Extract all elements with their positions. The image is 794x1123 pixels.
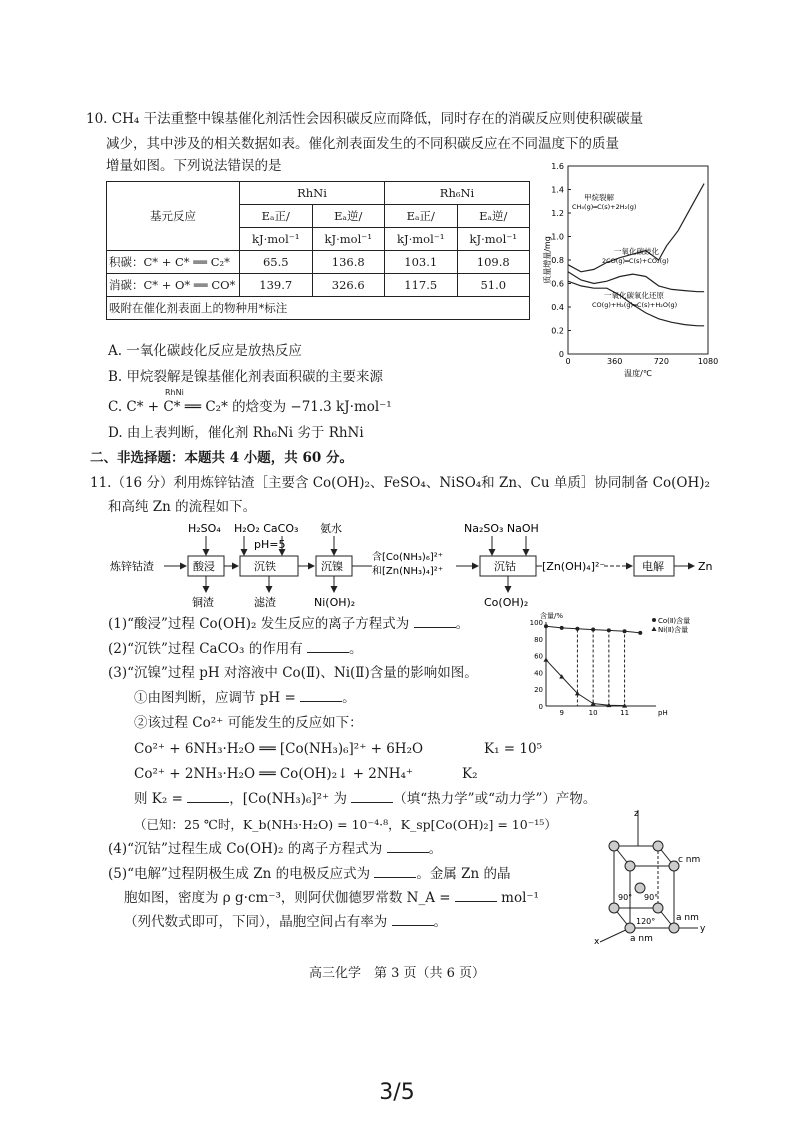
flow-step-iron: 沉铁: [254, 560, 276, 573]
cell: 136.8: [312, 251, 385, 274]
q11-part4-text: (4)“沉钴”过程生成 Co(OH)₂ 的离子方程式为: [108, 841, 383, 857]
answer-blank[interactable]: [374, 865, 416, 878]
mass-gain-chart: [540, 158, 720, 378]
y-tick-label: 40: [534, 669, 543, 678]
flow-intermediate: [Zn(OH)₄]²⁻: [542, 560, 606, 573]
answer-blank[interactable]: [387, 840, 429, 853]
answer-blank[interactable]: [351, 790, 393, 803]
unit-label: kJ·mol⁻¹: [240, 228, 313, 251]
q11-part1: (1)“酸浸”过程 Co(OH)₂ 发生反应的离子方程式为 。: [108, 616, 470, 632]
y-tick-label: 1.0: [551, 232, 564, 242]
q11-part3c-text-a: 则 K₂ =: [134, 791, 183, 807]
process-flowchart: [104, 518, 724, 610]
y-tick-label: 1.4: [551, 185, 564, 195]
flow-waste: 铜渣: [192, 596, 214, 609]
y-tick-label: 20: [534, 686, 543, 695]
flow-reagent: 氨水: [320, 522, 342, 535]
cell: 51.0: [457, 274, 530, 297]
flow-step-cobalt: 沉钴: [494, 560, 516, 573]
ea-reverse-label: Eₐ逆/: [312, 205, 385, 228]
flow-condition: pH=5: [254, 538, 286, 551]
q11-part4: (4)“沉钴”过程生成 Co(OH)₂ 的离子方程式为 。: [108, 841, 443, 857]
q11-intro-line1: 11.（16 分）利用炼锌钴渣［主要含 Co(OH)₂、FeSO₄、NiSO₄和 Zn、Cu 单质］协同制备 Co(OH)₂: [90, 475, 710, 491]
legend-label: Ni(Ⅱ)含量: [658, 626, 689, 634]
table-header-reaction: 基元反应: [107, 182, 240, 251]
flow-start: 炼锌钴渣: [110, 560, 154, 573]
q11-given: （已知：25 ℃时，K_b(NH₃·H₂O) = 10⁻⁴·⁸，K_sp[Co(OH)₂] = 10⁻¹⁵）: [134, 817, 557, 832]
series-equation-label: 2CO(g)═C(s)+CO₂(g): [602, 257, 669, 265]
answer-blank[interactable]: [414, 615, 456, 628]
y-tick-label: 60: [534, 652, 543, 661]
page-footer: 高三化学 第 3 页（共 6 页）: [308, 966, 486, 981]
y-axis-label: 质量增量/mg: [543, 236, 552, 284]
answer-blank[interactable]: [300, 689, 342, 702]
q11-part3c-text-b: ，[Co(NH₃)₆]²⁺ 为: [229, 791, 347, 807]
equation-2: Co²⁺ + 2NH₃·H₂O ══ Co(OH)₂↓ + 2NH₄⁺: [134, 766, 414, 782]
zinc-unit-cell-figure: [590, 808, 710, 947]
flow-reagent: Na₂SO₃ NaOH: [464, 522, 539, 535]
table-note: 吸附在催化剂表面上的物种用*标注: [107, 297, 530, 320]
series-equation-label: CO(g)+H₂(g)═C(s)+H₂O(g): [592, 301, 678, 309]
y-tick-label: 0: [538, 703, 543, 711]
row-label: 积碳：C* + C* ══ C₂*: [107, 251, 240, 274]
answer-blank[interactable]: [307, 640, 349, 653]
q11-part5a-text2: 。金属 Zn 的晶: [416, 866, 511, 882]
legend-marker: [652, 618, 656, 622]
flow-intermediate: 和[Zn(NH₃)₄]²⁺: [372, 566, 444, 577]
q11-part5c-text: （列代数式即可，下同），晶胞空间占有率为: [124, 914, 388, 930]
data-point: [544, 657, 549, 662]
data-point: [638, 631, 642, 635]
lattice-a: a nm: [676, 913, 699, 923]
flow-step-acid: 酸浸: [193, 560, 215, 573]
flow-byproduct: Ni(OH)₂: [314, 596, 356, 609]
cell: 65.5: [240, 251, 313, 274]
x-tick-label: 9: [559, 709, 564, 717]
q10-option-b[interactable]: B. 甲烷裂解是镍基催化剂表面积碳的主要来源: [108, 369, 384, 385]
option-c-condition: RhNi: [165, 388, 184, 397]
x-axis-label: x: [594, 937, 600, 947]
y-tick-label: 1.6: [551, 162, 564, 171]
data-point: [560, 626, 564, 630]
section-heading: 二、非选择题：本题共 4 小题，共 60 分。: [90, 450, 353, 466]
equation-2-k: K₂: [462, 766, 478, 782]
x-tick-label: 10: [588, 709, 598, 717]
x-tick-label: 11: [620, 709, 630, 717]
series-line: [568, 272, 704, 292]
x-axis-label: 温度/℃: [624, 369, 652, 378]
unit-label: kJ·mol⁻¹: [457, 228, 530, 251]
y-tick-label: 0.6: [551, 279, 564, 289]
flow-product: Co(OH)₂: [484, 596, 529, 609]
ea-forward-label: Eₐ正/: [385, 205, 458, 228]
cell: 139.7: [240, 274, 313, 297]
q11-part2: (2)“沉铁”过程 CaCO₃ 的作用有 。: [108, 641, 363, 657]
equation-1-k: K₁ = 10⁵: [484, 741, 542, 757]
series-equation-label: CH₄(g)═C(s)+2H₂(g): [572, 203, 637, 211]
q11-part3a-text: ①由图判断，应调节 pH =: [134, 690, 296, 706]
x-tick-label: 0: [565, 357, 571, 366]
q10-data-table: [106, 181, 530, 320]
q11-part5c: （列代数式即可，下同），晶胞空间占有率为 。: [124, 914, 448, 930]
y-tick-label: 0.2: [551, 326, 564, 336]
ea-forward-label: Eₐ正/: [240, 205, 313, 228]
x-axis-label: pH: [658, 709, 668, 717]
z-axis-label: z: [634, 809, 639, 819]
y-tick-label: 0: [558, 350, 564, 359]
q11-part3a: ①由图判断，应调节 pH = 。: [134, 690, 356, 706]
q10-stem-line1: 10. CH₄ 干法重整中镍基催化剂活性会因积碳反应而降低，同时存在的消碳反应则使积碳碳量: [86, 111, 644, 127]
row-label: 消碳：C* + O* ══ CO*: [107, 274, 240, 297]
q10-stem-line3: 增量如图。下列说法错误的是: [106, 158, 282, 174]
q11-part1-text: (1)“酸浸”过程 Co(OH)₂ 发生反应的离子方程式为: [108, 616, 410, 632]
y-tick-label: 0.4: [551, 303, 564, 312]
flow-intermediate: 含[Co(NH₃)₆]²⁺: [372, 552, 444, 563]
flow-waste: 滤渣: [254, 596, 276, 609]
q11-part5b: [124, 889, 539, 908]
answer-blank[interactable]: [455, 889, 497, 902]
y-tick-label: 100: [529, 619, 543, 627]
cell: 103.1: [385, 251, 458, 274]
angle-label: 120°: [636, 917, 656, 926]
q10-option-c[interactable]: C. C* + C* ══ C₂* 的焓变为 −71.3 kJ·mol⁻¹: [108, 399, 392, 415]
table-header-cat2: Rh₆Ni: [385, 182, 530, 205]
q11-part3: (3)“沉镍”过程 pH 对溶液中 Co(Ⅱ)、Ni(Ⅱ)含量的影响如图。: [108, 665, 478, 681]
series-name-label: 一氧化碳歧化: [614, 247, 659, 256]
x-tick-label: 720: [653, 357, 669, 366]
q11-part5b-unit: mol⁻¹: [501, 890, 539, 906]
angle-label: 90°: [644, 893, 659, 902]
page-indicator: 3/5: [379, 1080, 415, 1105]
q11-part5a-text: (5)“电解”过程阴极生成 Zn 的电极反应式为: [108, 866, 371, 882]
y-axis-label: 含量/%: [540, 612, 564, 620]
q10-stem-line2: 减少，其中涉及的相关数据如表。催化剂表面发生的不同积碳反应在不同温度下的质量: [106, 136, 619, 152]
x-tick-label: 360: [607, 357, 623, 366]
q10-option-a[interactable]: A. 一氧化碳歧化反应是放热反应: [108, 343, 302, 359]
series-name-label: 一氧化碳氧化还原: [604, 291, 664, 300]
q10-option-d[interactable]: D. 由上表判断，催化剂 Rh₆Ni 劣于 RhNi: [108, 425, 364, 441]
angle-label: 90°: [618, 893, 633, 902]
y-tick-label: 0.8: [551, 256, 564, 265]
y-tick-label: 1.2: [551, 209, 564, 218]
y-axis-label: y: [700, 924, 706, 934]
q11-part3b: ②该过程 Co²⁺ 可能发生的反应如下：: [134, 715, 363, 731]
ph-content-chart: [520, 610, 720, 722]
unit-label: kJ·mol⁻¹: [312, 228, 385, 251]
answer-blank[interactable]: [392, 913, 434, 926]
flow-reagent: H₂O₂ CaCO₃: [234, 522, 299, 535]
data-point: [544, 624, 548, 628]
lattice-c: c nm: [678, 855, 701, 865]
q11-part3c-text-c: （填“热力学”或“动力学”）产物。: [393, 791, 597, 807]
table-row: [107, 251, 530, 274]
cell: 326.6: [312, 274, 385, 297]
flow-reagent: H₂SO₄: [188, 522, 221, 535]
series-line: [546, 660, 625, 706]
ea-reverse-label: Eₐ逆/: [457, 205, 530, 228]
answer-blank[interactable]: [187, 790, 229, 803]
cell: 109.8: [457, 251, 530, 274]
unit-label: kJ·mol⁻¹: [385, 228, 458, 251]
q11-part2-text: (2)“沉铁”过程 CaCO₃ 的作用有: [108, 641, 303, 657]
table-row: [107, 274, 530, 297]
cell: 117.5: [385, 274, 458, 297]
table-header-cat1: RhNi: [240, 182, 385, 205]
x-tick-label: 1080: [697, 357, 719, 366]
flow-step-nickel: 沉镍: [321, 560, 343, 573]
series-name-label: 甲烷裂解: [584, 193, 614, 202]
q11-part3c: [134, 790, 596, 809]
legend-marker: [652, 627, 657, 632]
y-tick-label: 80: [534, 635, 543, 644]
flow-end: Zn: [698, 560, 713, 573]
q11-part5a: [108, 865, 511, 884]
equation-1: Co²⁺ + 6NH₃·H₂O ══ [Co(NH₃)₆]²⁺ + 6H₂O: [134, 741, 424, 757]
flow-step-electrolysis: 电解: [642, 560, 664, 573]
legend-label: Co(Ⅱ)含量: [658, 617, 691, 625]
q11-intro-line2: 和高纯 Zn 的流程如下。: [108, 499, 257, 515]
top-face: [614, 846, 674, 866]
q11-part5b-text: 胞如图，密度为 ρ g·cm⁻³，则阿伏伽德罗常数 N_A =: [124, 890, 451, 906]
lattice-a: a nm: [630, 934, 653, 944]
